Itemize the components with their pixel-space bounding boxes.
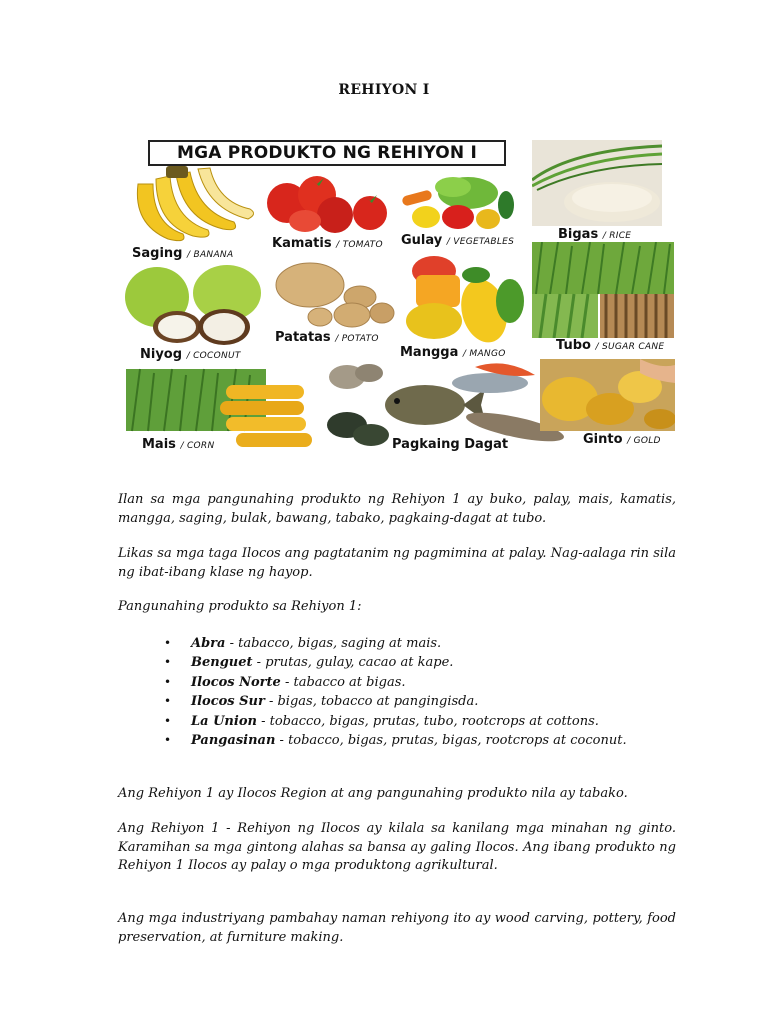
list-item: • La Union - tobacco, bigas, prutas, tubo, rootcrops at cottons. [164, 713, 599, 729]
coconut-picture [122, 265, 262, 347]
paragraph-livelihood: Likas sa mga taga Ilocos ang pagtatanim ng pagmimina at palay. Nag-aalaga rin sila ng ibat-ibang klase ng hayop. [118, 546, 676, 580]
gold-picture [540, 359, 675, 431]
banana-picture [128, 164, 258, 244]
list-item: • Abra - tabacco, bigas, saging at mais. [164, 636, 442, 651]
province-list [118, 634, 678, 750]
paragraph-main-products: Ilan sa mga pangunahing produkto ng Rehiyon 1 ay buko, palay, mais, kamatis, mangga, saging, bulak, bawang, tabako, pagkaing-dagat at tubo. [118, 492, 676, 526]
page-title: REHIYON I [338, 82, 430, 98]
mango-picture [404, 253, 529, 345]
label-potato: Patatas / POTATO [275, 330, 379, 345]
rice-picture [532, 140, 662, 226]
list-item: • Ilocos Sur - bigas, tobacco at pangingisda. [164, 694, 479, 710]
label-rice: Bigas / RICE [558, 227, 632, 242]
tomato-picture [265, 173, 390, 235]
list-item: • Ilocos Norte - tabacco at bigas. [164, 674, 406, 690]
label-mango: Mangga / MANGO [400, 345, 506, 360]
sugarcane-picture [532, 242, 674, 338]
label-banana: Saging / BANANA [132, 246, 234, 261]
paragraph-list-intro: Pangunahing produkto sa Rehiyon 1: [118, 599, 362, 614]
products-figure [120, 137, 680, 457]
figure-banner: MGA PRODUKTO NG REHIYON I [148, 140, 506, 166]
label-seafood: Pagkaing Dagat [392, 437, 509, 452]
label-tomato: Kamatis / TOMATO [272, 236, 383, 251]
list-item: • Pangasinan - tobacco, bigas, prutas, bigas, rootcrops at coconut. [164, 732, 627, 748]
list-item: • Benguet - prutas, gulay, cacao at kape. [164, 655, 454, 671]
paragraph-gold-mining: Ang Rehiyon 1 - Rehiyon ng Ilocos ay kilala sa kanilang mga minahan ng ginto. Karamihan sa mga gintong alahas sa bansa ay galing Ilocos. Ang ibang produkto ng Rehiyon 1 Ilocos ay palay o mga produktong agrikultural. [118, 821, 676, 873]
paragraph-home-industries: Ang mga industriyang pambahay naman rehiyong ito ay wood carving, pottery, food preservation, at furniture making. [118, 911, 676, 945]
label-gold: Ginto / GOLD [583, 432, 661, 447]
paragraph-region-name: Ang Rehiyon 1 ay Ilocos Region at ang pangunahing produkto nila ay tabako. [118, 786, 628, 801]
vegetables-picture [398, 175, 518, 235]
label-coconut: Niyog / COCONUT [140, 347, 241, 362]
label-sugarcane: Tubo / SUGAR CANE [556, 338, 665, 353]
label-vegetables: Gulay / VEGETABLES [401, 233, 515, 248]
label-corn: Mais / CORN [142, 437, 215, 452]
potato-picture [270, 259, 398, 331]
